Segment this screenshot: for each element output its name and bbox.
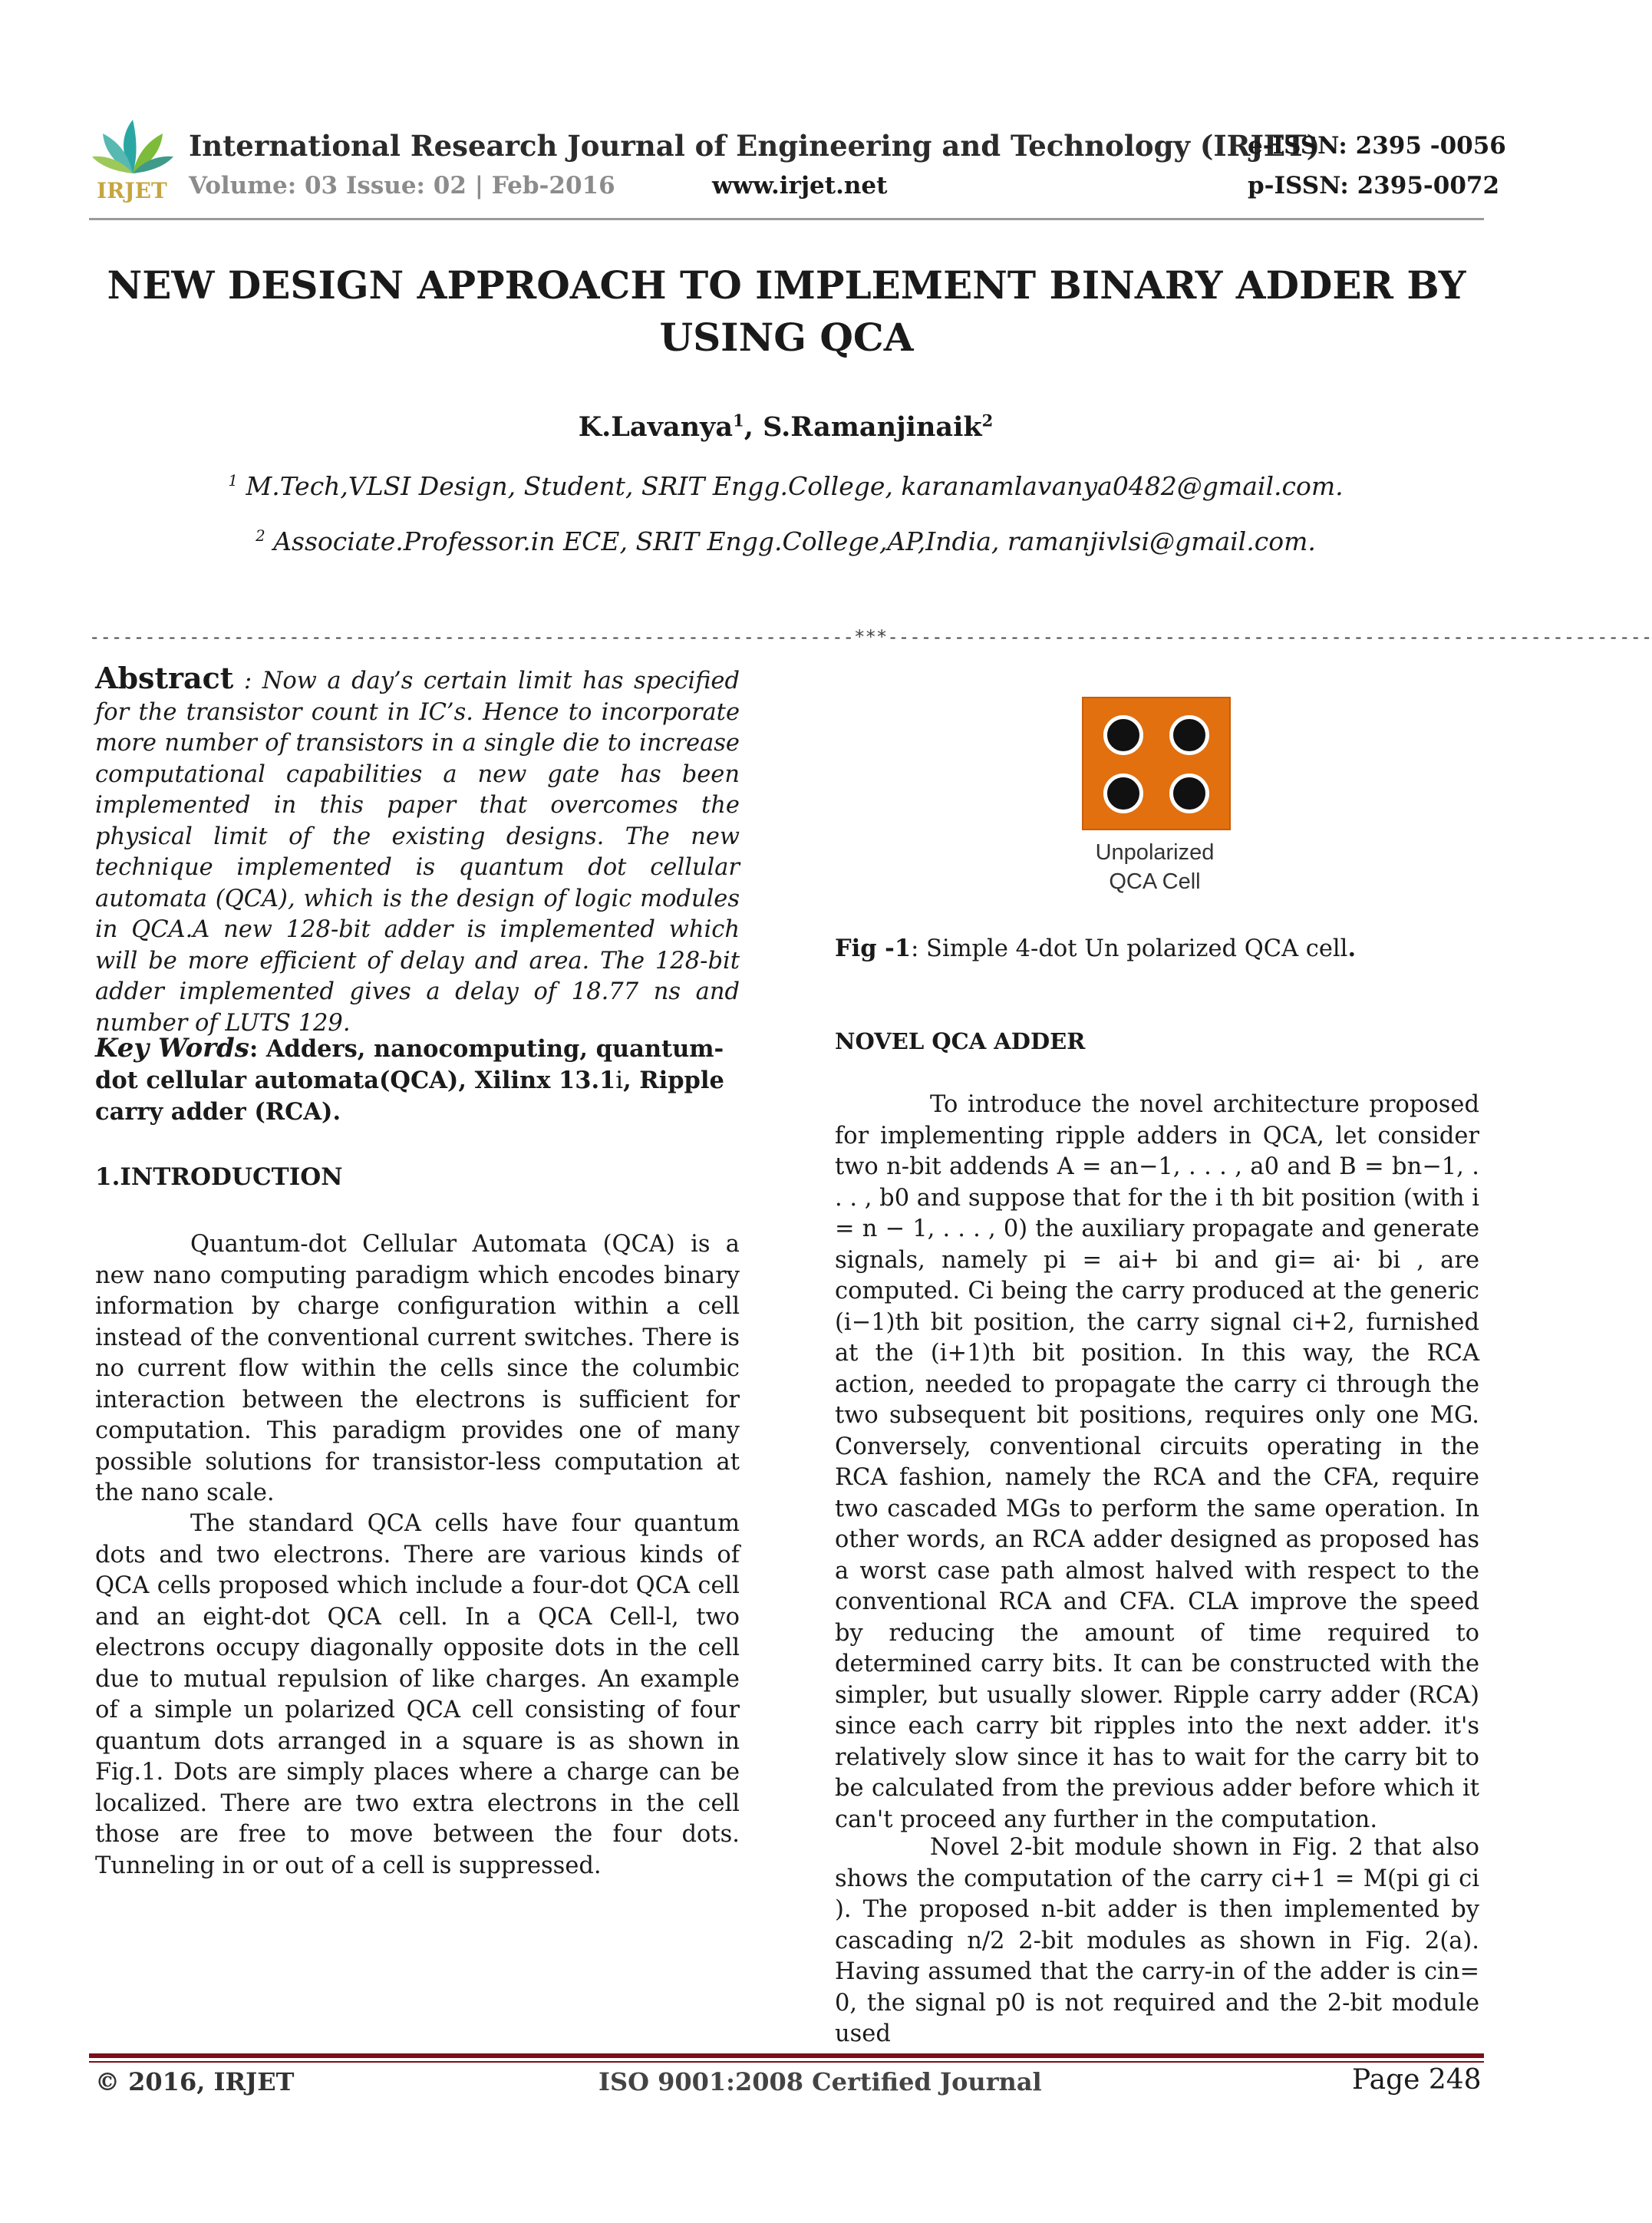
introduction-heading: 1.INTRODUCTION (95, 1163, 343, 1191)
author-2: S.Ramanjinaik (763, 411, 982, 443)
footer-divider (89, 2053, 1484, 2058)
figure-caption (835, 935, 1356, 962)
author-1-sup: 1 (733, 411, 744, 430)
figure-caption-end: . (1347, 935, 1357, 962)
figure-label-line-2: QCA Cell (1109, 869, 1201, 894)
keywords-label: Key Words (95, 1033, 249, 1064)
abstract-text: : Now a day’s certain limit has specified for the transistor count in IC’s. Hence to incorporate more number of transistors in a single die to increase computational capabilities a new gate has been implemented in this paper that overcomes the physical limit of the existing designs. The new technique implemented is quantum dot cellular automata (QCA), which is the design of logic modules in QCA.A new 128-bit adder is implemented which will be more efficient of delay and area. The 128-bit adder implemented gives a delay of 18.77 ns and number of LUTS 129. (95, 668, 740, 1037)
quantum-dot (1169, 715, 1209, 755)
keywords (95, 1033, 740, 1128)
abstract (95, 663, 740, 1039)
header-divider (89, 218, 1484, 220)
irjet-logo (91, 114, 175, 204)
affiliation-1-text: M.Tech,VLSI Design, Student, SRIT Engg.College, karanamlavanya0482@gmail.com. (237, 471, 1344, 501)
quantum-dot (1169, 773, 1209, 813)
volume-issue: Volume: 03 Issue: 02 | Feb-2016 (189, 172, 615, 200)
journal-title: International Research Journal of Engineering and Technology (IRJET) (189, 129, 1321, 163)
author-separator: , (744, 411, 763, 443)
affiliation-2 (0, 526, 1571, 556)
author-2-sup: 2 (981, 411, 994, 430)
abstract-label: Abstract (95, 661, 234, 695)
page-number: Page 248 (1352, 2064, 1482, 2096)
novel-paragraph-1: To introduce the novel architecture proposed for implementing ripple adders in QCA, let consider two n-bit addends A = an−1, . . . , a0 and B = bn−1, . . . , b0 and suppose that for the i th bit position (with i = n − 1, . . . , 0) the auxiliary propagate and generate signals, namely pi = ai+ bi and gi= ai· bi , are computed. Ci being the carry produced at the generic (i−1)th bit position, the carry signal ci+2, furnished at the (i+1)th bit position. In this way, the RCA action, needed to propagate the carry ci through the two subsequent bit positions, requires only one MG. Conversely, conventional circuits operating in the RCA fashion, namely the RCA and the CFA, require two cascaded MGs to perform the same operation. In other words, an RCA adder designed as proposed has a worst case path almost halved with respect to the conventional RCA and CFA. CLA improve the speed by reducing the amount of time required to determined carry bits. It can be constructed with the simpler, but usually slower. Ripple carry adder (RCA) since each carry bit ripples into the next adder. it's relatively slow since it has to wait for the carry bit to be calculated from the previous adder before which it can't proceed any further in the computation. (835, 1091, 1479, 1833)
footer-copyright: © 2016, IRJET (95, 2067, 295, 2096)
figure-caption-label: Fig -1 (835, 935, 912, 962)
section-separator: ---------------------------------------------------------------------***--------------------------------------------------------------------- (89, 626, 1652, 648)
affiliation-1 (0, 471, 1571, 501)
paper-title: NEW DESIGN APPROACH TO IMPLEMENT BINARY ADDER BY USING QCA (107, 262, 1466, 360)
affiliation-2-sup: 2 (256, 527, 265, 545)
affiliation-2-text: Associate.Professor.in ECE, SRIT Engg.College,AP,India, ramanjivlsi@gmail.com. (265, 526, 1316, 556)
p-issn: p-ISSN: 2395-0072 (1248, 172, 1500, 200)
novel-paragraph-2: Novel 2-bit module shown in Fig. 2 that also shows the computation of the carry ci+1 = M(pi gi ci ). The proposed n-bit adder is then implemented by cascading n/2 2-bit modules as shown in Fig. 2(a). Having assumed that the carry-in of the adder is cin= 0, the signal p0 is not required and the 2-bit module used (835, 1834, 1479, 2047)
figure-caption-text: : Simple 4-dot Un polarized QCA cell (911, 935, 1348, 962)
qca-cell-figure (1082, 697, 1231, 830)
figure-label-line-1: Unpolarized (1095, 840, 1215, 865)
journal-website: www.irjet.net (712, 172, 888, 200)
keywords-text-2: , Ripple carry adder (RCA). (95, 1066, 724, 1126)
authors (0, 411, 1571, 443)
quantum-dot (1103, 715, 1143, 755)
keywords-text-i: i (615, 1067, 624, 1094)
introduction-paragraph-1: Quantum-dot Cellular Automata (QCA) is a new nano computing paradigm which encodes binary information by charge configuration within a cell instead of the conventional current switches. There is no current flow within the cells since the columbic interaction between the electrons is sufficient for computation. This paradigm provides one of many possible solutions for transistor-less computation at the nano scale. (95, 1231, 740, 1506)
quantum-dot (1103, 773, 1143, 813)
author-1: K.Lavanya (578, 411, 734, 443)
figure-label (1059, 838, 1251, 896)
introduction-paragraph-2: The standard QCA cells have four quantum dots and two electrons. There are various kinds of QCA cells proposed which include a four-dot QCA cell and an eight-dot QCA cell. In a QCA Cell-l, two electrons occupy diagonally opposite dots in the cell due to mutual repulsion of like charges. An example of a simple un polarized QCA cell consisting of four quantum dots arranged in a square is as shown in Fig.1. Dots are simply places where a charge can be localized. There are two extra electrons in the cell those are free to move between the four dots. Tunneling in or out of a cell is suppressed. (95, 1510, 740, 1879)
logo-text: IRJET (97, 178, 167, 203)
footer-divider-thin (89, 2061, 1484, 2063)
affiliation-1-sup: 1 (228, 472, 238, 490)
novel-qca-adder-heading: NOVEL QCA ADDER (835, 1028, 1086, 1054)
footer-certification: ISO 9001:2008 Certified Journal (598, 2067, 1042, 2096)
e-issn: e-ISSN: 2395 -0056 (1248, 132, 1506, 160)
keywords-text-1: : Adders, nanocomputing, quantum-dot cellular automata(QCA), Xilinx 13.1 (95, 1035, 724, 1094)
